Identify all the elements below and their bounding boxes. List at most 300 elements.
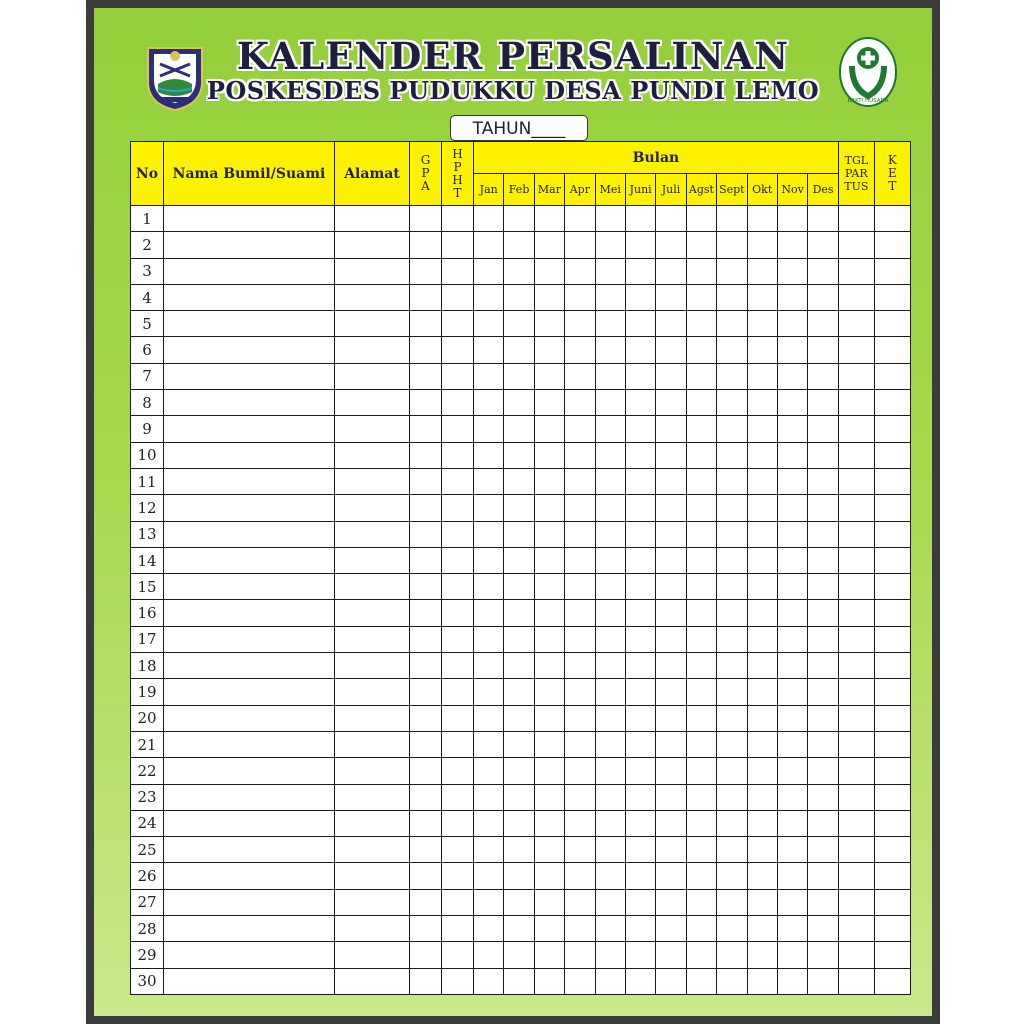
entry-cell <box>442 916 474 942</box>
entry-cell <box>656 810 686 836</box>
entry-cell <box>595 337 625 363</box>
entry-cell <box>565 679 595 705</box>
entry-cell <box>656 521 686 547</box>
entry-cell <box>565 600 595 626</box>
entry-cell <box>686 416 716 442</box>
entry-cell <box>504 468 534 494</box>
entry-cell <box>504 337 534 363</box>
entry-cell <box>874 863 910 889</box>
entry-cell <box>595 258 625 284</box>
entry-cell <box>808 837 839 863</box>
entry-cell <box>625 784 655 810</box>
entry-cell <box>565 311 595 337</box>
entry-cell <box>164 206 335 232</box>
year-field: TAHUN____ <box>450 115 588 141</box>
entry-cell <box>874 416 910 442</box>
calendar-body <box>131 206 911 995</box>
entry-cell <box>164 521 335 547</box>
entry-cell <box>874 311 910 337</box>
entry-cell <box>534 653 564 679</box>
entry-cell <box>595 600 625 626</box>
entry-cell <box>686 679 716 705</box>
table-row <box>131 916 911 942</box>
entry-cell <box>838 206 874 232</box>
table-row <box>131 284 911 310</box>
entry-cell <box>534 390 564 416</box>
entry-cell <box>335 916 410 942</box>
entry-cell <box>838 390 874 416</box>
entry-cell <box>777 521 807 547</box>
row-number: 5 <box>131 311 164 337</box>
row-number: 8 <box>131 390 164 416</box>
row-number: 1 <box>131 206 164 232</box>
entry-cell <box>808 206 839 232</box>
entry-cell <box>474 863 504 889</box>
entry-cell <box>717 784 747 810</box>
entry-cell <box>625 863 655 889</box>
entry-cell <box>504 837 534 863</box>
row-number: 27 <box>131 889 164 915</box>
entry-cell <box>717 258 747 284</box>
entry-cell <box>808 600 839 626</box>
entry-cell <box>335 468 410 494</box>
entry-cell <box>686 626 716 652</box>
header-gpa: G P A <box>410 142 442 206</box>
month-header: Feb <box>504 174 534 206</box>
entry-cell <box>717 758 747 784</box>
entry-cell <box>808 626 839 652</box>
entry-cell <box>534 679 564 705</box>
entry-cell <box>838 547 874 573</box>
entry-cell <box>164 731 335 757</box>
entry-cell <box>874 810 910 836</box>
entry-cell <box>164 284 335 310</box>
entry-cell <box>442 705 474 731</box>
header-bulan: Bulan <box>474 142 839 174</box>
entry-cell <box>777 337 807 363</box>
entry-cell <box>474 337 504 363</box>
entry-cell <box>410 837 442 863</box>
entry-cell <box>504 311 534 337</box>
entry-cell <box>335 311 410 337</box>
table-row <box>131 521 911 547</box>
entry-cell <box>410 574 442 600</box>
entry-cell <box>838 442 874 468</box>
entry-cell <box>808 810 839 836</box>
table-row <box>131 705 911 731</box>
entry-cell <box>717 232 747 258</box>
entry-cell <box>838 284 874 310</box>
entry-cell <box>808 574 839 600</box>
entry-cell <box>838 810 874 836</box>
entry-cell <box>838 916 874 942</box>
entry-cell <box>534 206 564 232</box>
table-row <box>131 311 911 337</box>
entry-cell <box>838 416 874 442</box>
entry-cell <box>874 495 910 521</box>
entry-cell <box>164 311 335 337</box>
entry-cell <box>335 679 410 705</box>
entry-cell <box>874 258 910 284</box>
entry-cell <box>442 206 474 232</box>
entry-cell <box>595 863 625 889</box>
entry-cell <box>838 679 874 705</box>
entry-cell <box>565 942 595 968</box>
entry-cell <box>534 942 564 968</box>
table-row <box>131 653 911 679</box>
entry-cell <box>534 626 564 652</box>
entry-cell <box>656 363 686 389</box>
entry-cell <box>838 731 874 757</box>
row-number: 7 <box>131 363 164 389</box>
row-number: 24 <box>131 810 164 836</box>
entry-cell <box>747 916 777 942</box>
entry-cell <box>686 705 716 731</box>
entry-cell <box>777 574 807 600</box>
entry-cell <box>838 311 874 337</box>
entry-cell <box>777 916 807 942</box>
entry-cell <box>874 337 910 363</box>
table-row <box>131 442 911 468</box>
entry-cell <box>534 521 564 547</box>
entry-cell <box>164 758 335 784</box>
entry-cell <box>838 758 874 784</box>
entry-cell <box>504 679 534 705</box>
entry-cell <box>686 311 716 337</box>
entry-cell <box>442 363 474 389</box>
entry-cell <box>625 679 655 705</box>
month-header: Apr <box>565 174 595 206</box>
entry-cell <box>838 337 874 363</box>
entry-cell <box>595 574 625 600</box>
entry-cell <box>777 232 807 258</box>
entry-cell <box>874 363 910 389</box>
table-row <box>131 626 911 652</box>
row-number: 20 <box>131 705 164 731</box>
entry-cell <box>164 390 335 416</box>
entry-cell <box>838 784 874 810</box>
entry-cell <box>164 889 335 915</box>
entry-cell <box>565 468 595 494</box>
entry-cell <box>625 390 655 416</box>
entry-cell <box>504 889 534 915</box>
entry-cell <box>777 837 807 863</box>
entry-cell <box>717 600 747 626</box>
row-number: 17 <box>131 626 164 652</box>
table-row <box>131 968 911 994</box>
entry-cell <box>504 810 534 836</box>
entry-cell <box>410 258 442 284</box>
entry-cell <box>565 889 595 915</box>
entry-cell <box>474 705 504 731</box>
entry-cell <box>442 837 474 863</box>
entry-cell <box>874 653 910 679</box>
entry-cell <box>874 758 910 784</box>
entry-cell <box>747 600 777 626</box>
entry-cell <box>686 390 716 416</box>
entry-cell <box>777 942 807 968</box>
entry-cell <box>442 416 474 442</box>
entry-cell <box>474 600 504 626</box>
entry-cell <box>656 574 686 600</box>
entry-cell <box>656 390 686 416</box>
entry-cell <box>504 705 534 731</box>
entry-cell <box>595 495 625 521</box>
entry-cell <box>595 390 625 416</box>
entry-cell <box>595 284 625 310</box>
table-row <box>131 889 911 915</box>
entry-cell <box>747 416 777 442</box>
entry-cell <box>164 547 335 573</box>
entry-cell <box>504 416 534 442</box>
entry-cell <box>504 626 534 652</box>
entry-cell <box>534 863 564 889</box>
entry-cell <box>747 784 777 810</box>
entry-cell <box>686 495 716 521</box>
entry-cell <box>874 232 910 258</box>
entry-cell <box>717 942 747 968</box>
entry-cell <box>335 863 410 889</box>
entry-cell <box>808 679 839 705</box>
entry-cell <box>625 442 655 468</box>
entry-cell <box>686 889 716 915</box>
entry-cell <box>595 810 625 836</box>
entry-cell <box>442 731 474 757</box>
entry-cell <box>625 206 655 232</box>
entry-cell <box>565 916 595 942</box>
table-row <box>131 600 911 626</box>
entry-cell <box>474 495 504 521</box>
entry-cell <box>410 731 442 757</box>
entry-cell <box>717 705 747 731</box>
entry-cell <box>504 232 534 258</box>
entry-cell <box>442 521 474 547</box>
entry-cell <box>335 232 410 258</box>
entry-cell <box>874 942 910 968</box>
entry-cell <box>410 653 442 679</box>
entry-cell <box>164 363 335 389</box>
entry-cell <box>747 547 777 573</box>
entry-cell <box>595 468 625 494</box>
table-row <box>131 863 911 889</box>
entry-cell <box>777 626 807 652</box>
row-number: 10 <box>131 442 164 468</box>
entry-cell <box>595 547 625 573</box>
entry-cell <box>747 337 777 363</box>
entry-cell <box>565 521 595 547</box>
entry-cell <box>474 942 504 968</box>
table-row <box>131 810 911 836</box>
entry-cell <box>777 600 807 626</box>
entry-cell <box>534 363 564 389</box>
entry-cell <box>565 495 595 521</box>
entry-cell <box>335 626 410 652</box>
entry-cell <box>164 600 335 626</box>
entry-cell <box>808 731 839 757</box>
entry-cell <box>656 837 686 863</box>
entry-cell <box>442 600 474 626</box>
entry-cell <box>777 679 807 705</box>
entry-cell <box>625 258 655 284</box>
entry-cell <box>565 837 595 863</box>
entry-cell <box>874 889 910 915</box>
entry-cell <box>474 258 504 284</box>
row-number: 30 <box>131 968 164 994</box>
entry-cell <box>808 311 839 337</box>
entry-cell <box>808 784 839 810</box>
table-row <box>131 679 911 705</box>
entry-cell <box>686 337 716 363</box>
entry-cell <box>838 942 874 968</box>
entry-cell <box>335 495 410 521</box>
table-row <box>131 574 911 600</box>
entry-cell <box>595 784 625 810</box>
entry-cell <box>595 705 625 731</box>
entry-cell <box>410 705 442 731</box>
entry-cell <box>808 495 839 521</box>
entry-cell <box>777 258 807 284</box>
entry-cell <box>442 232 474 258</box>
entry-cell <box>410 626 442 652</box>
entry-cell <box>164 916 335 942</box>
entry-cell <box>565 363 595 389</box>
entry-cell <box>335 705 410 731</box>
entry-cell <box>474 784 504 810</box>
page-title: KALENDER PERSALINAN <box>236 34 790 78</box>
row-number: 28 <box>131 916 164 942</box>
entry-cell <box>686 521 716 547</box>
entry-cell <box>656 968 686 994</box>
row-number: 26 <box>131 863 164 889</box>
entry-cell <box>504 258 534 284</box>
entry-cell <box>410 337 442 363</box>
row-number: 6 <box>131 337 164 363</box>
entry-cell <box>656 889 686 915</box>
table-row <box>131 258 911 284</box>
entry-cell <box>874 916 910 942</box>
entry-cell <box>747 705 777 731</box>
entry-cell <box>164 442 335 468</box>
entry-cell <box>595 731 625 757</box>
entry-cell <box>442 258 474 284</box>
entry-cell <box>565 574 595 600</box>
month-header: Jan <box>474 174 504 206</box>
entry-cell <box>747 284 777 310</box>
entry-cell <box>534 416 564 442</box>
entry-cell <box>656 258 686 284</box>
entry-cell <box>504 206 534 232</box>
entry-cell <box>686 916 716 942</box>
entry-cell <box>656 863 686 889</box>
entry-cell <box>874 968 910 994</box>
entry-cell <box>808 705 839 731</box>
entry-cell <box>874 679 910 705</box>
entry-cell <box>656 705 686 731</box>
entry-cell <box>625 468 655 494</box>
entry-cell <box>717 968 747 994</box>
entry-cell <box>504 574 534 600</box>
entry-cell <box>808 442 839 468</box>
entry-cell <box>474 390 504 416</box>
entry-cell <box>534 705 564 731</box>
entry-cell <box>808 232 839 258</box>
entry-cell <box>335 731 410 757</box>
entry-cell <box>874 600 910 626</box>
entry-cell <box>656 942 686 968</box>
entry-cell <box>717 521 747 547</box>
entry-cell <box>686 784 716 810</box>
row-number: 2 <box>131 232 164 258</box>
entry-cell <box>534 968 564 994</box>
entry-cell <box>442 653 474 679</box>
entry-cell <box>335 574 410 600</box>
entry-cell <box>808 416 839 442</box>
entry-cell <box>777 284 807 310</box>
board-panel <box>94 8 932 1016</box>
row-number: 18 <box>131 653 164 679</box>
entry-cell <box>656 547 686 573</box>
entry-cell <box>410 495 442 521</box>
entry-cell <box>777 863 807 889</box>
entry-cell <box>474 758 504 784</box>
entry-cell <box>410 442 442 468</box>
entry-cell <box>410 758 442 784</box>
entry-cell <box>625 337 655 363</box>
entry-cell <box>777 547 807 573</box>
entry-cell <box>565 547 595 573</box>
entry-cell <box>625 495 655 521</box>
entry-cell <box>595 679 625 705</box>
entry-cell <box>335 521 410 547</box>
entry-cell <box>625 232 655 258</box>
entry-cell <box>442 758 474 784</box>
entry-cell <box>808 258 839 284</box>
delivery-calendar-table <box>130 141 911 995</box>
month-header: Des <box>808 174 839 206</box>
entry-cell <box>808 863 839 889</box>
table-row <box>131 784 911 810</box>
entry-cell <box>335 600 410 626</box>
entry-cell <box>747 653 777 679</box>
entry-cell <box>534 337 564 363</box>
entry-cell <box>656 758 686 784</box>
entry-cell <box>777 468 807 494</box>
entry-cell <box>838 574 874 600</box>
entry-cell <box>504 942 534 968</box>
table-row <box>131 337 911 363</box>
entry-cell <box>777 653 807 679</box>
entry-cell <box>874 705 910 731</box>
entry-cell <box>565 337 595 363</box>
table-row <box>131 731 911 757</box>
entry-cell <box>534 889 564 915</box>
entry-cell <box>747 889 777 915</box>
entry-cell <box>874 574 910 600</box>
entry-cell <box>874 442 910 468</box>
entry-cell <box>595 363 625 389</box>
entry-cell <box>474 837 504 863</box>
entry-cell <box>686 810 716 836</box>
entry-cell <box>474 889 504 915</box>
table-row <box>131 206 911 232</box>
entry-cell <box>534 468 564 494</box>
entry-cell <box>534 784 564 810</box>
entry-cell <box>410 784 442 810</box>
entry-cell <box>874 837 910 863</box>
entry-cell <box>686 600 716 626</box>
row-number: 22 <box>131 758 164 784</box>
entry-cell <box>777 363 807 389</box>
